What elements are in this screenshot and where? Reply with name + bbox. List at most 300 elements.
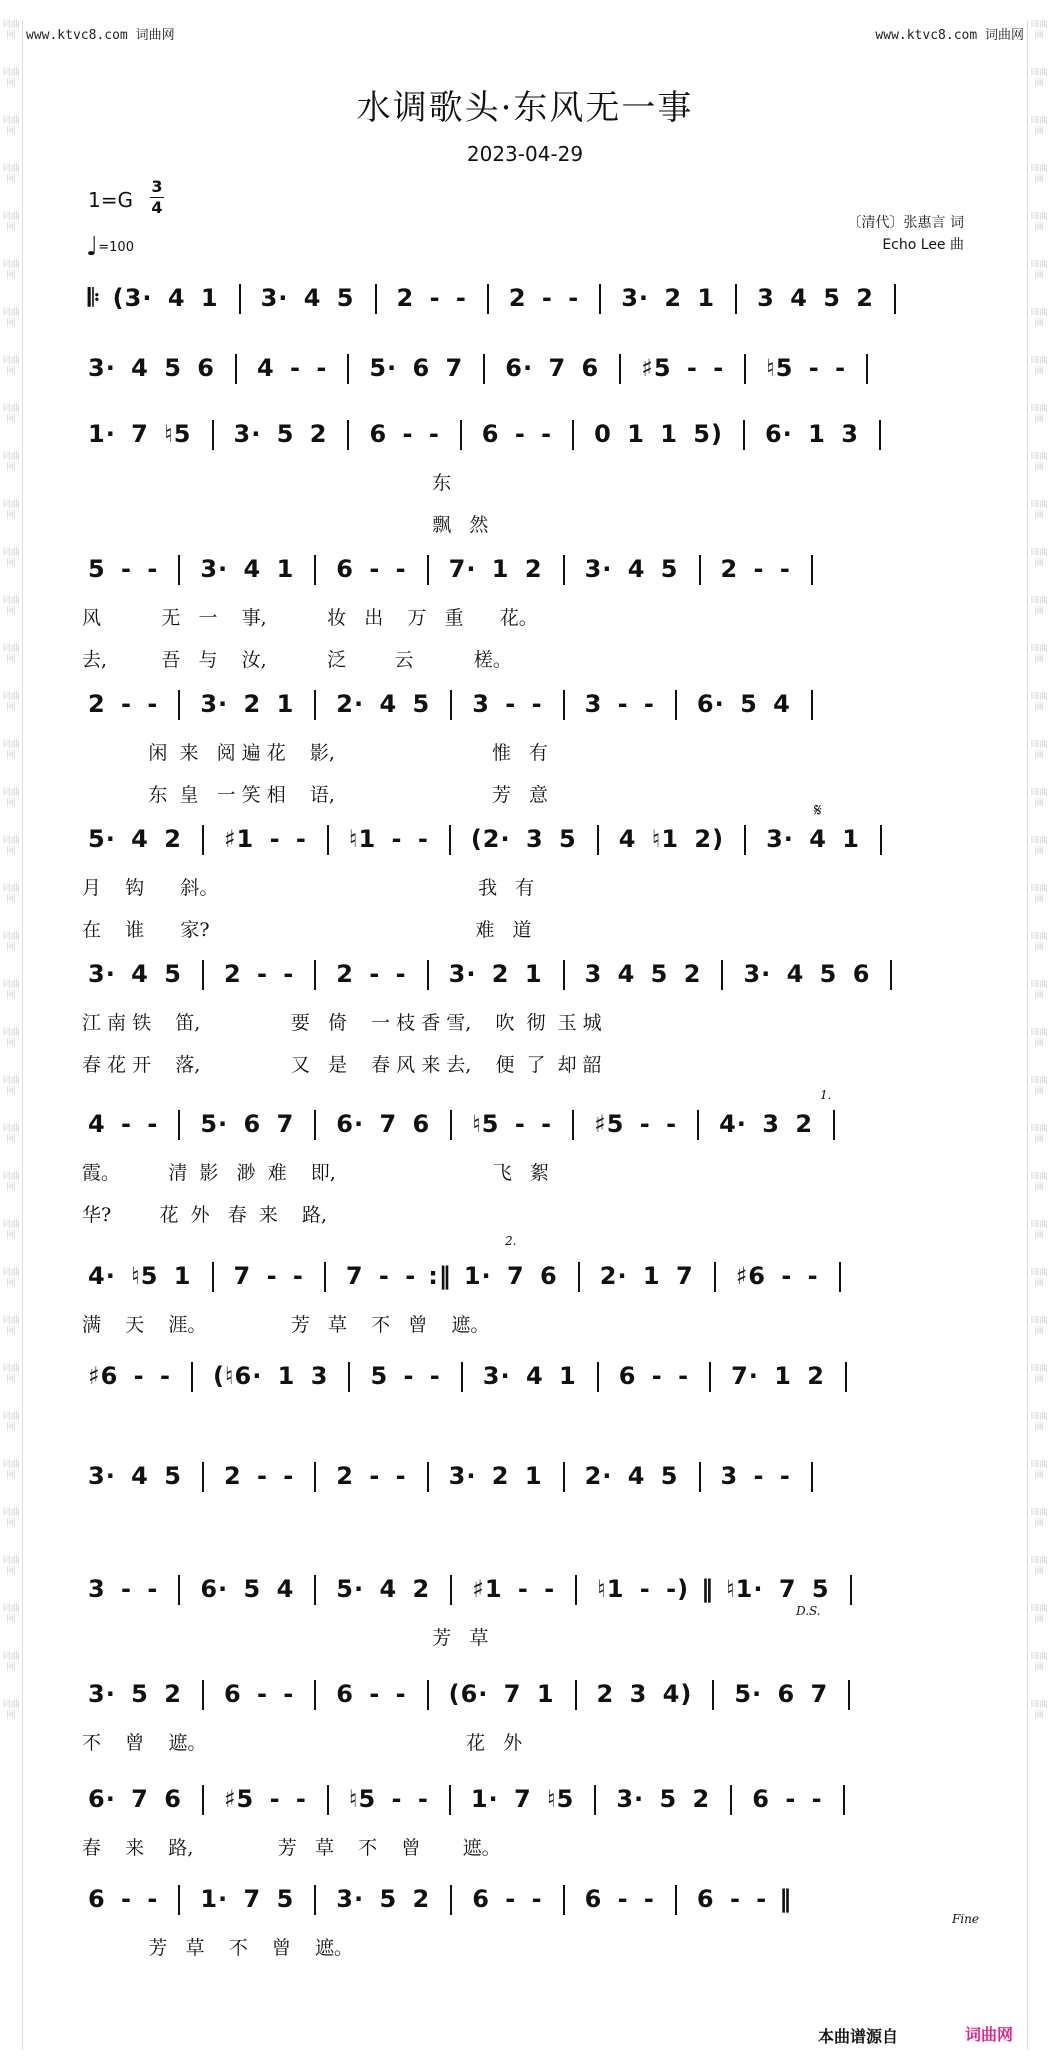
barline — [314, 1110, 316, 1140]
lyric-line-1: 风 无 一 事, 妆 出 万 重 花。 — [82, 607, 538, 629]
side-watermark-text: 词曲网 — [1, 1316, 20, 1337]
side-watermark-text: 词曲网 — [1, 212, 20, 233]
lyric-line-1: 江 南 铁 笛, 要 倚 一 枝 香 雪, 吹 彻 玉 城 — [82, 1012, 602, 1034]
barline — [347, 420, 349, 450]
measure: :‖ — [428, 1262, 452, 1290]
barline — [697, 1110, 699, 1140]
measure: ‖ — [779, 1885, 793, 1913]
measure: 4· 3 2 — [719, 1110, 814, 1138]
measure: 6 - - — [584, 1885, 655, 1913]
measure: ♮5 - - — [766, 354, 847, 382]
measure: 5· 6 7 — [734, 1680, 829, 1708]
barline — [427, 1462, 429, 1492]
barline — [730, 1785, 732, 1815]
notation-line — [82, 1575, 972, 1615]
side-watermark-text: 词曲网 — [1029, 1364, 1048, 1385]
side-watermark-text: 词曲网 — [1029, 1700, 1048, 1721]
barline — [427, 555, 429, 585]
barline — [879, 420, 881, 450]
barline — [833, 1110, 835, 1140]
score-row — [0, 1362, 1050, 1402]
barline — [880, 825, 882, 855]
side-watermark-text: 词曲网 — [1029, 1316, 1048, 1337]
barline — [744, 825, 746, 855]
side-watermark-text: 词曲网 — [1029, 1028, 1048, 1049]
notation-line — [82, 1885, 972, 1925]
measure: 5· 6 7 — [369, 354, 464, 382]
score-row — [0, 1785, 1050, 1859]
side-watermark-text: 词曲网 — [1029, 644, 1048, 665]
side-watermark-text: 词曲网 — [1, 836, 20, 857]
measure: 2 - - — [336, 960, 407, 988]
song-date: 2023-04-29 — [466, 142, 584, 166]
barline — [709, 1362, 711, 1392]
notation-line — [82, 1262, 972, 1302]
measure: 3 - - — [472, 690, 543, 718]
measure: 5· 4 2 — [336, 1575, 431, 1603]
measure: 6· 7 6 — [336, 1110, 431, 1138]
barline — [563, 960, 565, 990]
side-watermark-text: 词曲网 — [1029, 356, 1048, 377]
quarter-note-icon: ♩ — [86, 232, 99, 262]
barline — [178, 690, 180, 720]
side-watermark-text: 词曲网 — [1, 692, 20, 713]
side-watermark-text: 词曲网 — [1, 1028, 20, 1049]
notation-line — [82, 1680, 972, 1720]
notation-line — [82, 1110, 972, 1150]
barline — [449, 1785, 451, 1815]
measure: ♮1· 7 5 — [726, 1575, 830, 1603]
barline — [890, 960, 892, 990]
measure: 3· 2 1 — [621, 284, 716, 312]
lyric-line-1: 不 曾 遮。 花 外 — [82, 1732, 523, 1754]
barline — [839, 1262, 841, 1292]
side-watermark-text: 词曲网 — [1029, 740, 1048, 761]
lyric-line-2: 春 花 开 落, 又 是 春 风 来 去, 便 了 却 韶 — [82, 1054, 602, 1076]
right-margin-watermark — [1027, 20, 1050, 2050]
barline — [314, 1680, 316, 1710]
measure: 3· 2 1 — [200, 690, 295, 718]
side-watermark-text: 词曲网 — [1, 500, 20, 521]
side-watermark-text: 词曲网 — [1, 116, 20, 137]
side-watermark-text: 词曲网 — [1029, 1412, 1048, 1433]
side-watermark-text: 词曲网 — [1, 20, 20, 41]
barline — [850, 1575, 852, 1605]
barline — [572, 420, 574, 450]
barline — [699, 555, 701, 585]
barline — [811, 555, 813, 585]
score-row — [0, 284, 1050, 324]
measure: 2 - - — [336, 1462, 407, 1490]
measure: 6 - - — [618, 1362, 690, 1390]
measure: 3· 2 1 — [448, 1462, 543, 1490]
side-watermark-text: 词曲网 — [1, 788, 20, 809]
time-signature — [150, 178, 164, 217]
measure: 5· 6 7 — [200, 1110, 295, 1138]
lyric-line-2: 华? 花 外 春 来 路, — [82, 1204, 327, 1226]
measure: 3· 4 1 — [766, 825, 861, 853]
header-left-site: www.ktvc8.com 词曲网 — [26, 28, 175, 43]
measure: 2· 4 5 — [336, 690, 431, 718]
measure: ♯5 - - — [641, 354, 725, 382]
side-watermark-text: 词曲网 — [1029, 980, 1048, 1001]
lyric-line-1: 春 来 路, 芳 草 不 曾 遮。 — [82, 1837, 501, 1859]
barline — [563, 555, 565, 585]
measure: ♯5 - - — [594, 1110, 678, 1138]
barline — [894, 284, 896, 314]
measure: ♯5 - - — [223, 1785, 307, 1813]
barline — [460, 420, 462, 450]
side-watermark-text: 词曲网 — [1, 740, 20, 761]
score-row — [0, 1575, 1050, 1649]
time-signature-top: 3 — [151, 177, 163, 196]
measure: 3· 4 5 — [584, 555, 679, 583]
lyricist-credit: 〔清代〕张惠言 词 — [847, 215, 964, 231]
barline — [235, 354, 237, 384]
barline — [675, 1885, 677, 1915]
measure: 7 - - — [233, 1262, 304, 1290]
barline — [450, 1110, 452, 1140]
measure: 2 - - — [396, 284, 467, 312]
barline — [572, 1110, 574, 1140]
notation-line — [82, 354, 972, 394]
barline — [866, 354, 868, 384]
measure: 3· 2 1 — [448, 960, 543, 988]
side-watermark-text: 词曲网 — [1029, 452, 1048, 473]
lyric-line-1: 月 钩 斜。 我 有 — [82, 877, 535, 899]
side-watermark-text: 词曲网 — [1, 644, 20, 665]
measure: 6 - - — [88, 1885, 159, 1913]
measure: 2 - - — [720, 555, 791, 583]
measure: 7· 1 2 — [448, 555, 543, 583]
measure: 3· 4 1 — [482, 1362, 577, 1390]
score-row — [0, 1680, 1050, 1754]
measure: 3· 5 2 — [88, 1680, 182, 1708]
measure: 2 - - — [223, 960, 295, 988]
composer-credit: Echo Lee 曲 — [882, 237, 964, 253]
side-watermark-text: 词曲网 — [1029, 692, 1048, 713]
barline — [843, 1785, 845, 1815]
measure: 3· 5 2 — [233, 420, 328, 448]
measure: 3· 4 5 — [88, 1462, 182, 1490]
measure: ‖ — [701, 1575, 715, 1603]
barline — [714, 1262, 716, 1292]
side-watermark-text: 词曲网 — [1029, 308, 1048, 329]
side-watermark-text: 词曲网 — [1, 548, 20, 569]
footer-site-link[interactable]: 词曲网 — [965, 2025, 1014, 2044]
measure: 3 4 5 2 — [757, 284, 875, 312]
side-watermark-text: 词曲网 — [1, 1556, 20, 1577]
measure: 6 - - — [336, 1680, 407, 1708]
side-watermark-text: 词曲网 — [1, 1364, 20, 1385]
measure: (♮6· 1 3 — [212, 1362, 329, 1390]
barline — [848, 1680, 850, 1710]
barline — [375, 284, 377, 314]
measure: 3· 5 2 — [616, 1785, 711, 1813]
side-watermark-text: 词曲网 — [1029, 164, 1048, 185]
measure: 6· 7 6 — [88, 1785, 182, 1813]
measure: 2· 4 5 — [584, 1462, 679, 1490]
side-watermark-text: 词曲网 — [1, 164, 20, 185]
measure: 1· 7 ♮5 — [88, 420, 192, 448]
barline — [563, 1462, 565, 1492]
side-watermark-text: 词曲网 — [1, 1460, 20, 1481]
side-watermark-text: 词曲网 — [1029, 1508, 1048, 1529]
barline — [427, 1680, 429, 1710]
measure: 3· 4 5 6 — [88, 354, 215, 382]
score-row — [0, 1462, 1050, 1502]
side-watermark-text: 词曲网 — [1, 1412, 20, 1433]
lyric-line-2: 去, 吾 与 汝, 泛 云 槎。 — [82, 649, 512, 671]
barline — [314, 690, 316, 720]
barline — [450, 1885, 452, 1915]
side-watermark-text: 词曲网 — [1, 1700, 20, 1721]
key-signature: 1=G — [88, 188, 133, 212]
measure: 3· 4 5 — [88, 960, 182, 988]
volta-2-marking: 2. — [505, 1234, 517, 1248]
barline — [314, 1462, 316, 1492]
measure: 1· 7 ♮5 — [470, 1785, 575, 1813]
header-right-site: www.ktvc8.com 词曲网 — [875, 28, 1024, 43]
barline — [721, 960, 723, 990]
measure: ♮1 - - — [348, 825, 429, 853]
barline — [483, 354, 485, 384]
side-watermark-text: 词曲网 — [1029, 788, 1048, 809]
side-watermark-text: 词曲网 — [1, 1604, 20, 1625]
measure: 6 - - — [472, 1885, 543, 1913]
measure: (3· 4 1 — [112, 284, 219, 312]
measure: 6· 5 4 — [696, 690, 791, 718]
measure: 1· 7 5 — [200, 1885, 295, 1913]
barline — [735, 284, 737, 314]
side-watermark-text: 词曲网 — [1, 1076, 20, 1097]
barline — [450, 690, 452, 720]
barline — [327, 1785, 329, 1815]
barline — [811, 1462, 813, 1492]
barline — [327, 825, 329, 855]
side-watermark-text: 词曲网 — [1, 1220, 20, 1241]
side-watermark-text: 词曲网 — [1029, 884, 1048, 905]
side-watermark-text: 词曲网 — [1029, 548, 1048, 569]
measure: (2· 3 5 — [470, 825, 577, 853]
side-watermark-text: 词曲网 — [1029, 1172, 1048, 1193]
measure: ♯1 - - — [472, 1575, 556, 1603]
measure: 2 - - — [223, 1462, 295, 1490]
lyric-line-2: 东 皇 一 笑 相 语, 芳 意 — [82, 784, 549, 806]
measure: 3 - - — [88, 1575, 159, 1603]
barline — [619, 354, 621, 384]
measure: 2· 1 7 — [599, 1262, 694, 1290]
measure: (6· 7 1 — [448, 1680, 555, 1708]
measure: ♯6 - - — [88, 1362, 171, 1390]
barline — [314, 1575, 316, 1605]
measure: 3 - - — [720, 1462, 791, 1490]
barline — [178, 1110, 180, 1140]
measure: 4· ♮5 1 — [88, 1262, 192, 1290]
measure: 6· 7 6 — [505, 354, 600, 382]
measure: 6 - - — [369, 420, 440, 448]
barline — [212, 1262, 214, 1292]
measure: 3 - - — [584, 690, 655, 718]
barline — [575, 1575, 577, 1605]
notation-line — [82, 284, 972, 324]
notation-line — [82, 1462, 972, 1502]
side-watermark-text: 词曲网 — [1029, 20, 1048, 41]
side-watermark-text: 词曲网 — [1, 308, 20, 329]
side-watermark-text: 词曲网 — [1, 884, 20, 905]
barline — [712, 1680, 714, 1710]
side-watermark-text: 词曲网 — [1, 356, 20, 377]
measure: 0 1 1 5) — [594, 420, 723, 448]
side-watermark-text: 词曲网 — [1, 1124, 20, 1145]
measure: 3· 5 2 — [336, 1885, 431, 1913]
lyric-line-2: 飘 然 — [82, 514, 489, 536]
barline — [324, 1262, 326, 1292]
measure: 6 - - — [481, 420, 553, 448]
barline — [314, 555, 316, 585]
side-watermark-text: 词曲网 — [1029, 932, 1048, 953]
footer-source-label: 本曲谱源自 — [818, 2027, 899, 2046]
measure: ♮5 - - — [472, 1110, 553, 1138]
fine-marking: Fine — [952, 1912, 979, 1926]
measure: ♯6 - - — [735, 1262, 819, 1290]
tempo-marking — [86, 232, 134, 262]
barline — [599, 284, 601, 314]
measure: 4 - - — [256, 354, 328, 382]
side-watermark-text: 词曲网 — [1029, 1556, 1048, 1577]
side-watermark-text: 词曲网 — [1029, 836, 1048, 857]
measure: 3 4 5 2 — [584, 960, 702, 988]
barline — [178, 555, 180, 585]
measure: 2 3 4) — [596, 1680, 693, 1708]
side-watermark-text: 词曲网 — [1029, 1604, 1048, 1625]
barline — [675, 690, 677, 720]
barline — [811, 690, 813, 720]
measure: 6 - - — [696, 1885, 768, 1913]
side-watermark-text: 词曲网 — [1, 1508, 20, 1529]
barline — [575, 1680, 577, 1710]
barline — [743, 420, 745, 450]
side-watermark-text: 词曲网 — [1, 404, 20, 425]
notation-line — [82, 690, 972, 730]
side-watermark-text: 词曲网 — [1029, 260, 1048, 281]
notation-line — [82, 555, 972, 595]
measure: 6 - - — [752, 1785, 823, 1813]
side-watermark-text: 词曲网 — [1029, 1460, 1048, 1481]
barline — [699, 1462, 701, 1492]
score-row — [0, 354, 1050, 394]
lyric-line-1: 芳 草 不 曾 遮。 — [82, 1937, 354, 1959]
barline — [578, 1262, 580, 1292]
side-watermark-text: 词曲网 — [1029, 68, 1048, 89]
ds-marking: D.S. — [796, 1604, 821, 1618]
barline — [487, 284, 489, 314]
barline — [178, 1885, 180, 1915]
lyric-line-1: 霞。 清 影 渺 难 即, 飞 絮 — [82, 1162, 549, 1184]
song-title: 水调歌头·东风无一事 — [356, 88, 694, 128]
notation-line — [82, 960, 972, 1000]
measure: 6· 5 4 — [200, 1575, 295, 1603]
side-watermark-text: 词曲网 — [1029, 212, 1048, 233]
side-watermark-text: 词曲网 — [1, 932, 20, 953]
notation-line — [82, 1362, 972, 1402]
measure: 3· 4 1 — [200, 555, 295, 583]
lyric-line-1: 满 天 涯。 芳 草 不 曾 遮。 — [82, 1314, 490, 1336]
side-watermark-text: 词曲网 — [1, 452, 20, 473]
notation-line — [82, 1785, 972, 1825]
segno-icon: 𝄋 — [814, 800, 822, 821]
measure: 6· 1 3 — [764, 420, 859, 448]
measure: 7 - - — [345, 1262, 417, 1290]
score-row — [0, 1885, 1050, 1959]
measure: ♯1 - - — [223, 825, 307, 853]
barline — [191, 1362, 193, 1392]
barline — [314, 960, 316, 990]
barline — [449, 825, 451, 855]
barline — [845, 1362, 847, 1392]
barline — [597, 1362, 599, 1392]
barline — [348, 1362, 350, 1392]
left-margin-watermark — [0, 20, 23, 2050]
measure: 4 - - — [88, 1110, 159, 1138]
barline — [239, 284, 241, 314]
side-watermark-text: 词曲网 — [1, 260, 20, 281]
volta-1-marking: 1. — [820, 1088, 832, 1102]
barline — [347, 354, 349, 384]
side-watermark-text: 词曲网 — [1029, 116, 1048, 137]
barline — [563, 690, 565, 720]
tempo-value: =100 — [98, 240, 134, 255]
barline — [212, 420, 214, 450]
side-watermark-text: 词曲网 — [1029, 1076, 1048, 1097]
barline — [597, 825, 599, 855]
lyric-line-1: 闲 来 阅 遍 花 影, 惟 有 — [82, 742, 549, 764]
side-watermark-text: 词曲网 — [1, 1652, 20, 1673]
side-watermark-text: 词曲网 — [1029, 1652, 1048, 1673]
barline — [461, 1362, 463, 1392]
notation-line — [82, 825, 972, 865]
measure: 𝄆 — [88, 284, 101, 312]
measure: 3· 4 5 — [260, 284, 355, 312]
side-watermark-text: 词曲网 — [1, 68, 20, 89]
side-watermark-text: 词曲网 — [1, 980, 20, 1001]
lyric-line-1: 芳 草 — [82, 1627, 489, 1649]
time-signature-bottom: 4 — [151, 198, 163, 217]
measure: 6 - - — [336, 555, 407, 583]
barline — [594, 1785, 596, 1815]
side-watermark-text: 词曲网 — [1029, 596, 1048, 617]
barline — [427, 960, 429, 990]
lyric-line-1: 东 — [82, 472, 452, 494]
measure: 2 - - — [508, 284, 580, 312]
measure: 5· 4 2 — [88, 825, 182, 853]
measure: 3· 4 5 6 — [743, 960, 871, 988]
barline — [450, 1575, 452, 1605]
notation-line — [82, 420, 972, 460]
measure: ♮5 - - — [348, 1785, 429, 1813]
barline — [202, 1785, 204, 1815]
side-watermark-text: 词曲网 — [1, 1268, 20, 1289]
side-watermark-text: 词曲网 — [1, 596, 20, 617]
measure: 4 ♮1 2) — [618, 825, 725, 853]
barline — [563, 1885, 565, 1915]
barline — [744, 354, 746, 384]
side-watermark-text: 词曲网 — [1029, 404, 1048, 425]
barline — [202, 1462, 204, 1492]
barline — [202, 960, 204, 990]
measure: 2 - - — [88, 690, 159, 718]
side-watermark-text: 词曲网 — [1029, 1124, 1048, 1145]
